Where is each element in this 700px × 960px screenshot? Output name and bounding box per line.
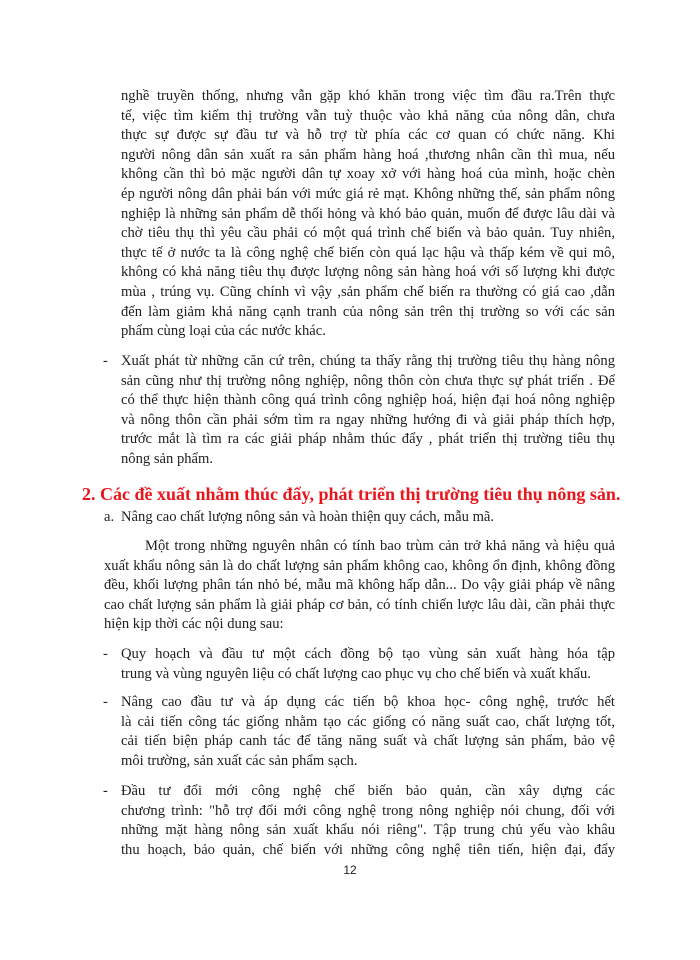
- paragraph-quality: [104, 537, 615, 635]
- subsection-title: Nâng cao chất lượng nông sản và hoàn thiện quy cách, mẫu mã.: [121, 509, 495, 525]
- text-line: thực tế ở nước ta là công nghệ chế biến còn quá lạc hậu và thấp kém về qui mô,: [121, 244, 615, 261]
- text-line: thực sự được sự đầu tư và hỗ trợ từ phía các cơ quan có chức năng. Khi: [121, 127, 615, 144]
- text-line: nghiệp là những sản phẩm dễ thối hỏng và khó bảo quản, muốn để được lâu dài và: [121, 205, 615, 222]
- bullet-marker: -: [103, 694, 108, 710]
- bullet-processing: [121, 782, 615, 860]
- text-line: Đầu tư đổi mới công nghệ chế biến bảo quản, cần xây dựng các: [121, 783, 615, 799]
- text-line: Xuất phát từ những căn cứ trên, chúng ta thấy rằng thị trường tiêu thụ hàng nông: [121, 353, 615, 369]
- text-line: cao chất lượng sản phẩm là giải pháp cơ bản, có tính chiến lược lâu dài, cần phải thực: [104, 596, 615, 613]
- text-line: nông sản phẩm.: [121, 450, 214, 467]
- text-line: không có khả năng tiêu thụ được lượng nông sản hàng hoá với số lượng khi được: [121, 264, 615, 281]
- text-line: chờ tiêu thụ thì yêu cầu phải có một quá trình chế biến và bảo quản. Tuy nhiên,: [121, 225, 615, 242]
- text-line: là cải tiến công tác giống nhằm tạo các giống có năng suất cao, chất lượng tốt,: [121, 713, 615, 730]
- paragraph-continuation: [121, 87, 615, 342]
- text-line: hiện kịp thời các nội dung sau:: [104, 616, 284, 633]
- text-line: ép người nông dân phải bán với mức giá rẻ mạt. Không những thế, sản phẩm nông: [121, 185, 615, 202]
- text-line: môi trường, sản xuất các sản phẩm sạch.: [121, 752, 358, 769]
- text-line: chương trình: "hỗ trợ đổi mới công nghệ trong nông nghiệp nói chung, đối với: [121, 802, 615, 819]
- text-line: Quy hoạch và đầu tư một cách đồng bộ tạo vùng sản xuất hàng hóa tập: [121, 646, 615, 662]
- text-line: người nông dân sản xuất ra sản phẩm hàng hoá ,thương nhân cần thì mua, nếu: [121, 146, 615, 163]
- text-line: không cần thì bỏ mặc người dân tự xoay xở với hàng hoá của mình, hoặc chèn: [121, 166, 615, 183]
- text-line: đến làm giảm khả năng cạnh tranh của nông sản trên thị trường so với các sản: [121, 303, 615, 320]
- text-line: tế, việc tìm kiếm thị trường vẫn tuỳ thuộc vào khả năng của nông dân, chưa: [121, 107, 615, 124]
- bullet-marker: -: [103, 353, 108, 369]
- text-line: trước mắt là tìm ra các giải pháp nhằm thúc đẩy , phát triển thị trường tiêu thụ: [121, 431, 615, 448]
- bullet-marker: -: [103, 646, 108, 662]
- text-line: trung và vùng nguyên liệu có chất lượng cao phục vụ cho chế biến và xuất khẩu.: [121, 665, 591, 682]
- text-line: Nâng cao đầu tư và áp dụng các tiến bộ khoa học- công nghệ, trước hết: [121, 694, 615, 710]
- text-line: và nông thôn cần phải sớm tìm ra ngay những hướng đi và giải pháp thích hợp,: [121, 411, 615, 428]
- bullet-planning: [121, 645, 615, 684]
- text-line: xuất khẩu nông sản là do chất lượng sản phẩm không cao, không ổn định, không đồng: [104, 557, 615, 574]
- text-line: phẩm cùng loại của các nước khác.: [121, 323, 326, 340]
- text-line: những mặt hàng nông sản xuất khẩu nói riêng". Tập trung chủ yếu vào khâu: [121, 822, 615, 839]
- bullet-technology: [121, 693, 615, 771]
- text-line: nghề truyền thống, nhưng vẫn gặp khó khăn trong việc tìm đầu ra.Trên thực: [121, 88, 615, 104]
- text-line: Một trong những nguyên nhân có tính bao trùm cản trở khả năng và hiệu quả: [145, 538, 615, 554]
- text-line: có thể thực hiện thành công quá trình công nghiệp hoá, hiện đại hoá nông nghiệp: [121, 392, 615, 409]
- section-heading: 2. Các đề xuất nhằm thúc đẩy, phát triển thị trường tiêu thụ nông sản.: [82, 484, 621, 504]
- bullet-marker: -: [103, 783, 108, 799]
- text-line: thu hoạch, bảo quản, chế biến với những công nghệ tiên tiến, hiện đại, đẩy: [121, 841, 615, 858]
- text-line: cải tiến biện pháp canh tác để tăng năng suất và chất lượng sản phẩm, bảo vệ: [121, 733, 615, 750]
- page-number: 12: [343, 863, 357, 877]
- bullet-market-conclusion: [121, 352, 615, 470]
- text-line: đều, khối lượng phân tán nhỏ bé, mẫu mã không hấp dẫn... Do vậy giải pháp về nâng: [104, 577, 615, 594]
- text-line: mùa , trúng vụ. Cũng chính vì vậy ,sản phẩm chế biến ra thường có giá cao ,dẫn: [121, 283, 615, 300]
- text-line: sản cũng như thị trường nông nghiệp, nông thôn còn chưa thực sự phát triển . Để: [121, 372, 615, 389]
- subsection-marker: a.: [104, 509, 115, 525]
